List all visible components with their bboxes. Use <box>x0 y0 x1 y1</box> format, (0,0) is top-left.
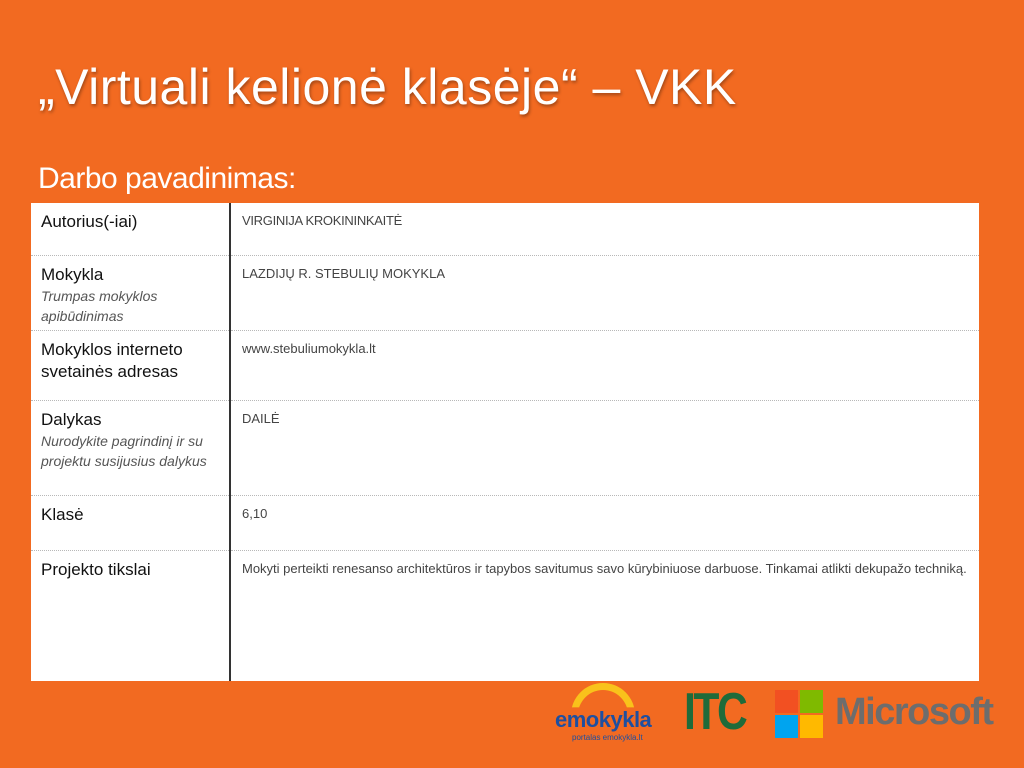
slide-title: „Virtuali kelionė klasėje“ – VKK <box>38 59 737 115</box>
emokykla-logo-text: emokykla <box>555 707 652 732</box>
table-row-website <box>31 330 979 400</box>
row-label-cell <box>31 203 230 255</box>
row-label-cell <box>31 400 230 495</box>
grade-value: 6,10 <box>230 495 979 550</box>
goals-value: Mokyti perteikti renesanso architektūros ir tapybos savitumus savo kūrybiniuose darbuose. Tinkamai atlikti dekupažo techniką. <box>242 560 967 576</box>
table-row-grade <box>31 495 979 550</box>
row-label: Projekto tikslai <box>41 559 151 579</box>
microsoft-flag-icon <box>775 690 823 738</box>
row-label: Mokykla <box>41 264 104 284</box>
microsoft-logo-text: Microsoft <box>835 691 993 733</box>
row-label: Autorius(-iai) <box>41 212 138 231</box>
table-row-subject <box>31 400 979 495</box>
subject-value: DAILĖ <box>230 400 979 495</box>
emokykla-logo <box>551 683 663 747</box>
row-label-cell <box>31 495 230 550</box>
table-row-author <box>31 203 979 255</box>
emokykla-arc-icon <box>571 683 635 747</box>
row-label-cell <box>31 330 230 400</box>
row-description: Nurodykite pagrindinį ir su projektu susijusius dalykus <box>41 432 207 469</box>
table-row-school <box>31 255 979 330</box>
slide-subtitle: Darbo pavadinimas: <box>38 162 296 195</box>
author-value: VIRGINIJA KROKININKAITĖ <box>230 203 979 255</box>
school-value: LAZDIJŲ R. STEBULIŲ MOKYKLA <box>230 255 979 330</box>
row-label-cell <box>31 255 230 330</box>
emokykla-logo-subtext: portalas emokykla.lt <box>572 733 643 742</box>
row-label-cell <box>31 550 230 681</box>
table-row-goals <box>31 550 979 681</box>
row-label: Klasė <box>41 504 84 524</box>
project-info-table <box>31 203 979 681</box>
row-label: Dalykas <box>41 409 102 429</box>
itc-logo: ITC <box>684 683 746 741</box>
website-value: www.stebuliumokykla.lt <box>230 330 979 400</box>
row-label: Mokyklos interneto svetainės adresas <box>41 339 183 381</box>
row-description: Trumpas mokyklos apibūdinimas <box>41 287 158 324</box>
